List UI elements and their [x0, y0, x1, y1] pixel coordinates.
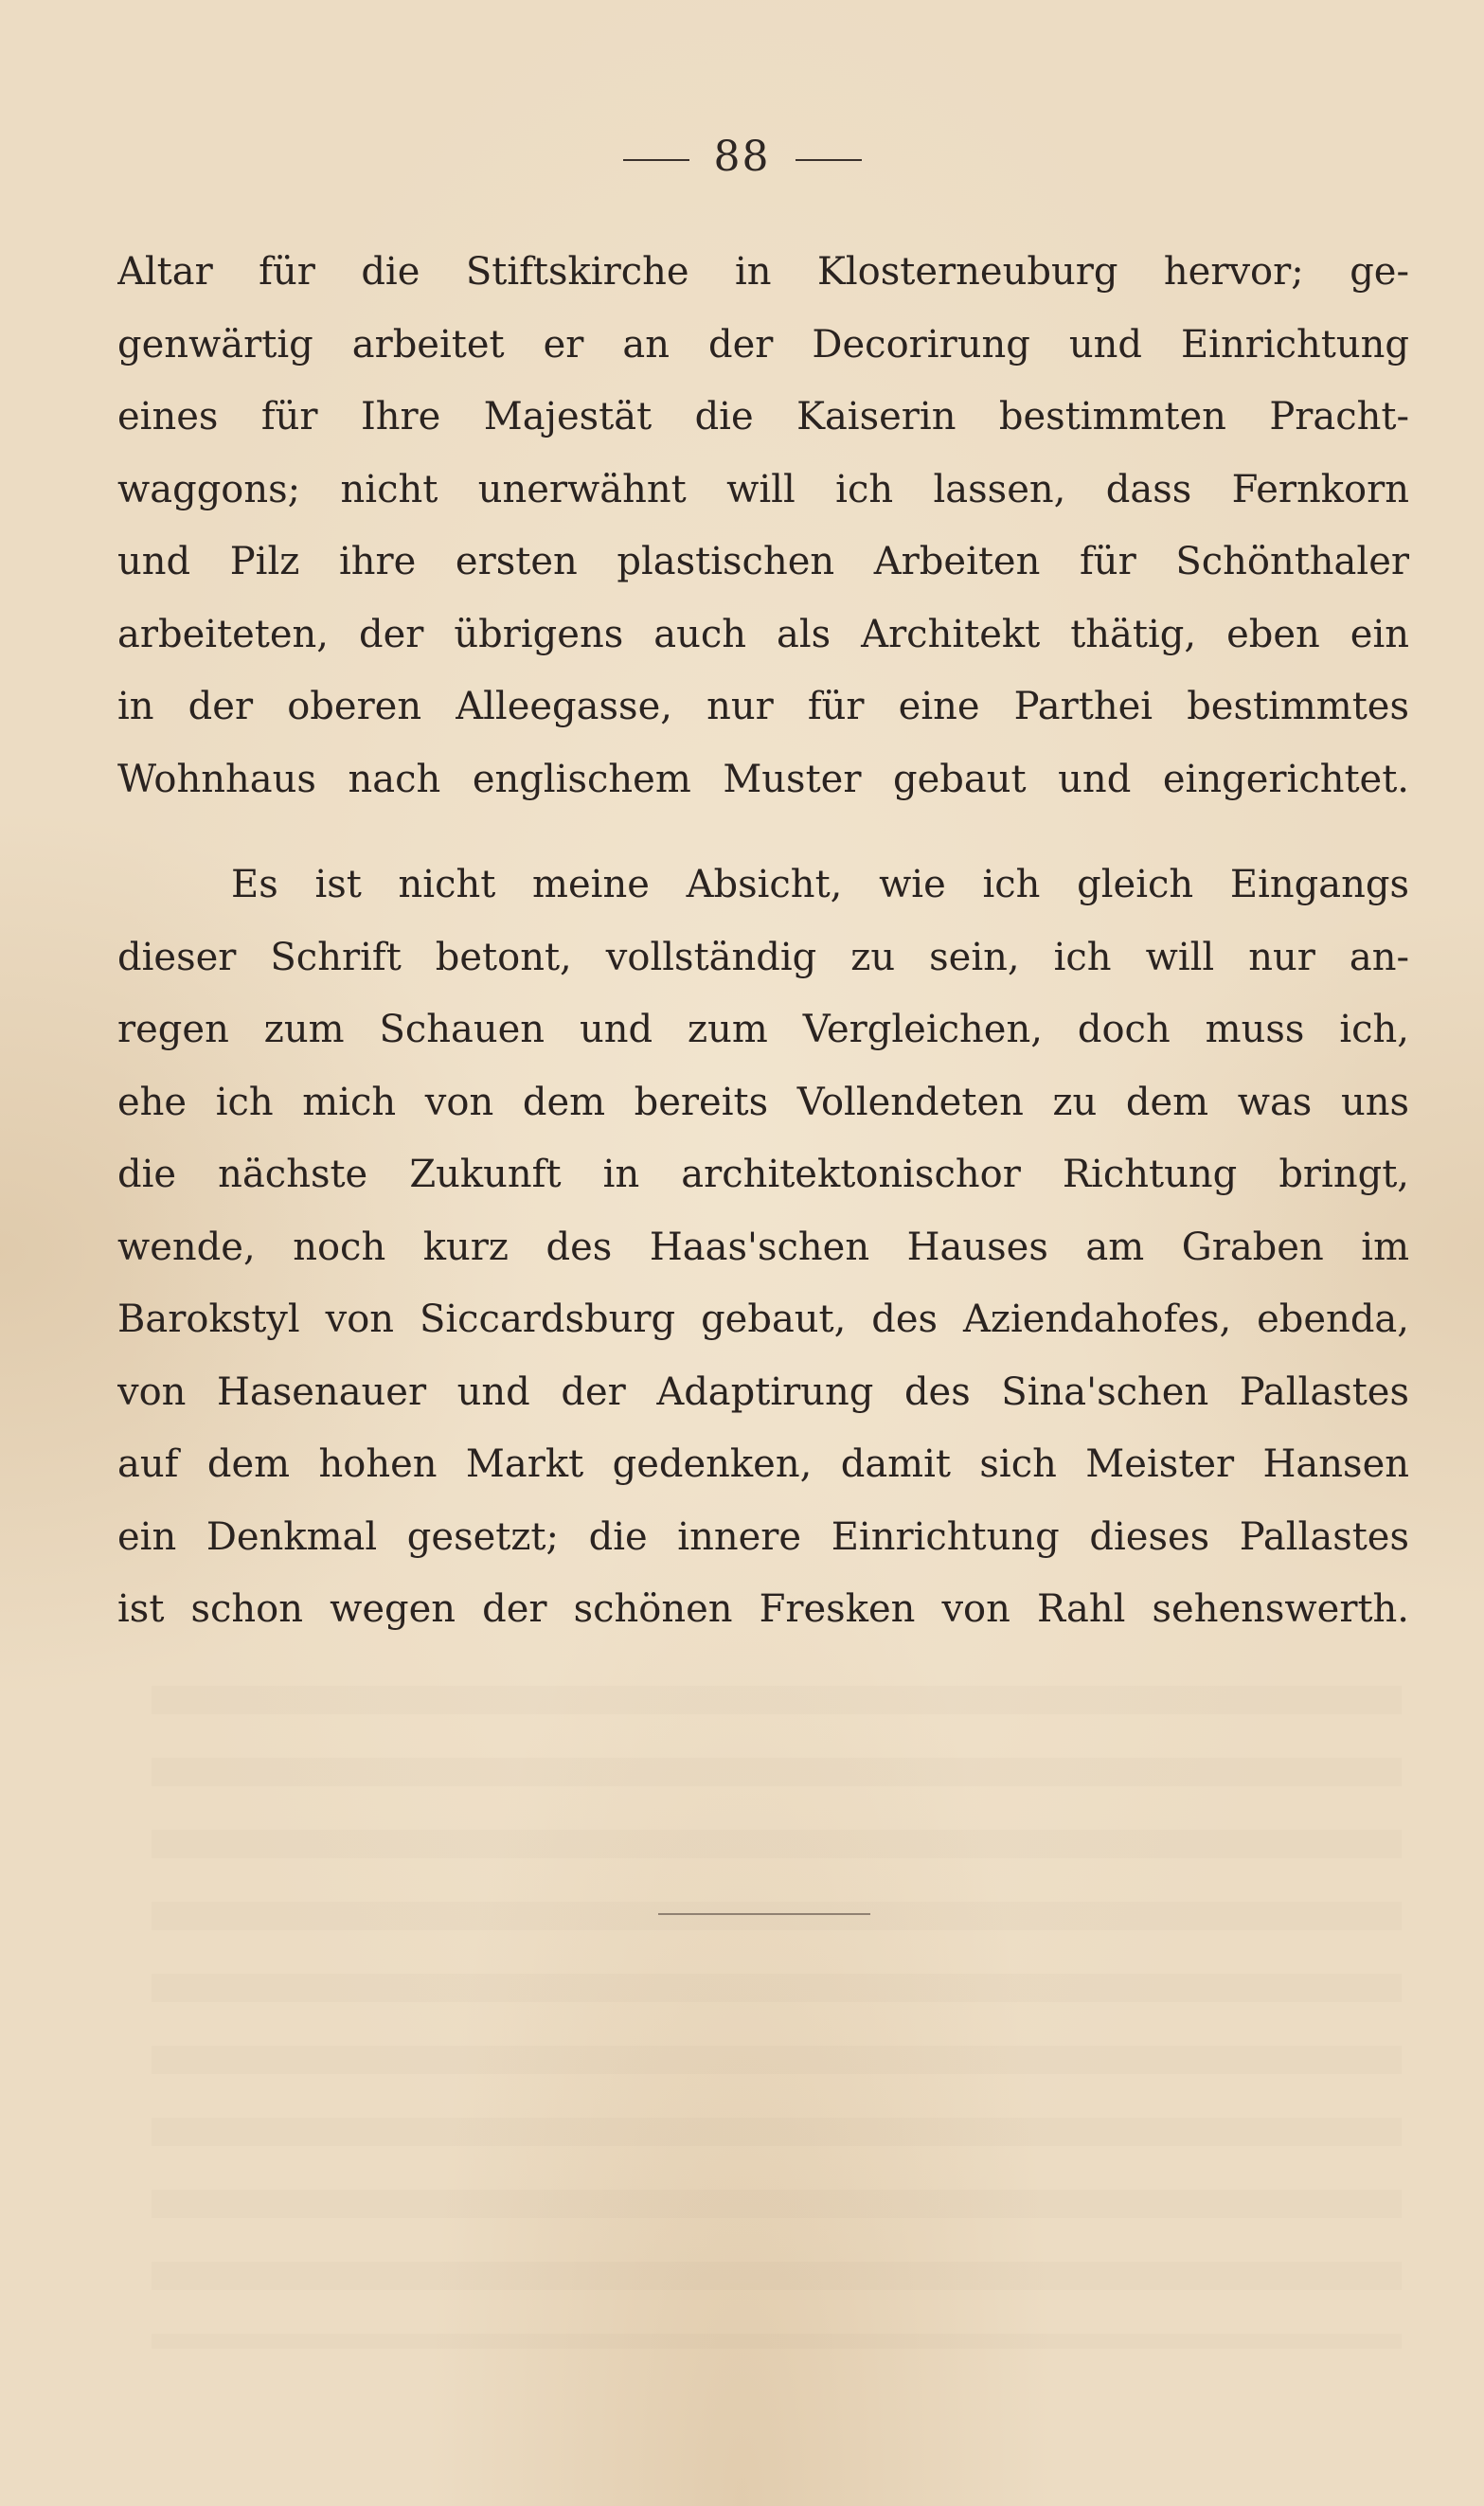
page-number: 88 — [713, 133, 771, 181]
text-line: die nächste Zukunft in architektonischor Richtung bringt, — [117, 1153, 1409, 1196]
section-end-rule — [658, 1913, 870, 1915]
show-through-texture — [152, 1686, 1402, 2349]
text-line: Altar für die Stiftskirche in Klosterneuburg hervor; ge- — [117, 250, 1409, 294]
text-line: genwärtig arbeitet er an der Decorirung und Einrichtung — [117, 322, 1409, 367]
text-line: auf dem hohen Markt gedenken, damit sich Meister Hansen — [117, 1442, 1409, 1486]
text-line: und Pilz ihre ersten plastischen Arbeiten für Schönthaler — [117, 540, 1409, 583]
text-line: arbeiteten, der übrigens auch als Architekt thätig, eben ein — [117, 612, 1409, 656]
text-line: ein Denkmal gesetzt; die innere Einrichtung dieses Pallastes — [117, 1514, 1409, 1559]
text-line: eines für Ihre Majestät die Kaiserin bestimmten Pracht- — [117, 395, 1409, 439]
page-number-header — [0, 133, 1484, 181]
text-line: Barokstyl von Siccardsburg gebaut, des Aziendahofes, ebenda, — [117, 1298, 1409, 1341]
text-line: von Hasenauer und der Adaptirung des Sina'schen Pallastes — [117, 1369, 1409, 1414]
text-line: regen zum Schauen und zum Vergleichen, doch muss ich, — [117, 1008, 1409, 1051]
paragraph-1 — [117, 236, 1409, 815]
text-line: wende, noch kurz des Haas'schen Hauses am Graben im — [117, 1225, 1409, 1269]
text-line: dieser Schrift betont, vollständig zu sein, ich will nur an- — [117, 935, 1409, 979]
text-line: waggons; nicht unerwähnt will ich lassen, dass Fernkorn — [117, 467, 1409, 511]
right-dash — [796, 159, 862, 161]
paragraph-2 — [117, 849, 1409, 1646]
text-line: in der oberen Alleegasse, nur für eine Parthei bestimmtes — [117, 685, 1409, 728]
left-dash — [623, 159, 689, 161]
text-line: Es ist nicht meine Absicht, wie ich gleich Eingangs — [231, 863, 1409, 906]
text-line: ist schon wegen der schönen Fresken von Rahl sehenswerth. — [117, 1587, 1409, 1631]
text-line: ehe ich mich von dem bereits Vollendeten zu dem was uns — [117, 1080, 1409, 1124]
text-line: Wohnhaus nach englischem Muster gebaut und eingerichtet. — [117, 757, 1409, 801]
